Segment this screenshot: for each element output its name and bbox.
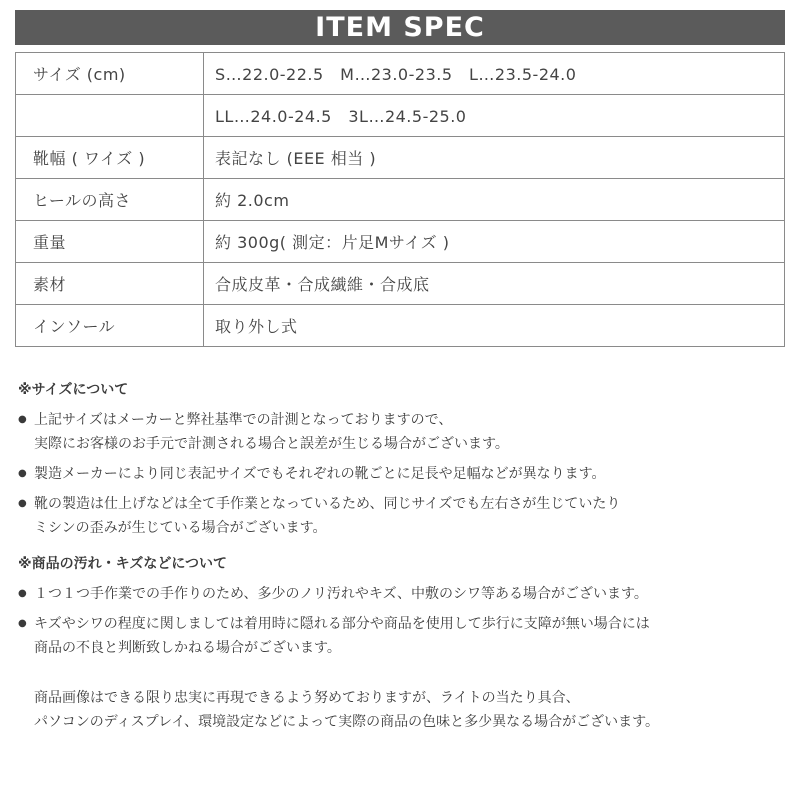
list-item-line: ミシンの歪みが生じている場合がございます。 [34, 520, 327, 536]
list-item-line: 製造メーカーにより同じ表記サイズでもそれぞれの靴ごとに足長や足幅などが異なります。 [34, 466, 606, 482]
list-item-text [34, 408, 788, 456]
list-item [18, 462, 788, 486]
table-row [16, 305, 785, 347]
list-item-text [34, 492, 788, 540]
spec-value: 表記なし (EEE 相当 ) [204, 137, 785, 179]
table-row [16, 179, 785, 221]
list-item-text [34, 462, 788, 486]
table-row [16, 95, 785, 137]
list-item-line: キズやシワの程度に関しましては着用時に隠れる部分や商品を使用して歩行に支障が無い場合には [34, 616, 650, 632]
closing-note-line: 商品画像はできる限り忠実に再現できるよう努めておりますが、ライトの当たり具合、 [34, 690, 580, 706]
spec-label: 重量 [16, 221, 204, 263]
list-item-line: １つ１つ手作業での手作りのため、多少のノリ汚れやキズ、中敷のシワ等ある場合がございます。 [34, 586, 648, 602]
spec-table [15, 52, 785, 347]
bullet-dot-icon: ● [18, 618, 27, 629]
spec-value: 取り外し式 [204, 305, 785, 347]
damage-notes-title: ※商品の汚れ・キズなどについて [18, 556, 228, 572]
bullet-dot-icon: ● [18, 414, 27, 425]
notes-section [18, 378, 788, 734]
list-item-line: 靴の製造は仕上げなどは全て手作業となっているため、同じサイズでも左右さが生じていたり [34, 496, 621, 512]
spec-value: 約 300g( 測定：片足Mサイズ ) [204, 221, 785, 263]
table-row [16, 137, 785, 179]
list-item-text [34, 582, 788, 606]
spec-value: 合成皮革・合成繊維・合成底 [204, 263, 785, 305]
spec-label [16, 95, 204, 137]
spec-value: LL…24.0-24.5 3L…24.5-25.0 [204, 95, 785, 137]
list-item [18, 582, 788, 606]
bullet-dot-icon: ● [18, 588, 27, 599]
spec-value: S…22.0-22.5 M…23.0-23.5 L…23.5-24.0 [204, 53, 785, 95]
spec-value: 約 2.0cm [204, 179, 785, 221]
size-notes-title: ※サイズについて [18, 382, 129, 398]
page-title: ITEM SPEC [315, 12, 485, 43]
bullet-dot-icon: ● [18, 498, 27, 509]
list-item-line: 商品の不良と判断致しかねる場合がございます。 [34, 640, 341, 656]
list-item [18, 408, 788, 456]
spec-label: ヒールの高さ [16, 179, 204, 221]
list-item [18, 492, 788, 540]
closing-note-line: パソコンのディスプレイ、環境設定などによって実際の商品の色味と多少異なる場合がございます。 [34, 714, 659, 730]
list-item-line: 実際にお客様のお手元で計測される場合と誤差が生じる場合がございます。 [34, 436, 509, 452]
table-row [16, 263, 785, 305]
table-row [16, 53, 785, 95]
list-item-text [34, 612, 788, 660]
item-spec-header [15, 10, 785, 45]
spec-label: 素材 [16, 263, 204, 305]
bullet-dot-icon: ● [18, 468, 27, 479]
list-item-line: 上記サイズはメーカーと弊社基準での計測となっておりますので、 [34, 412, 453, 428]
spec-label: インソール [16, 305, 204, 347]
list-item [18, 612, 788, 660]
table-row [16, 221, 785, 263]
spec-label: サイズ (cm) [16, 53, 204, 95]
closing-note [18, 686, 788, 734]
spec-label: 靴幅 ( ワイズ ) [16, 137, 204, 179]
